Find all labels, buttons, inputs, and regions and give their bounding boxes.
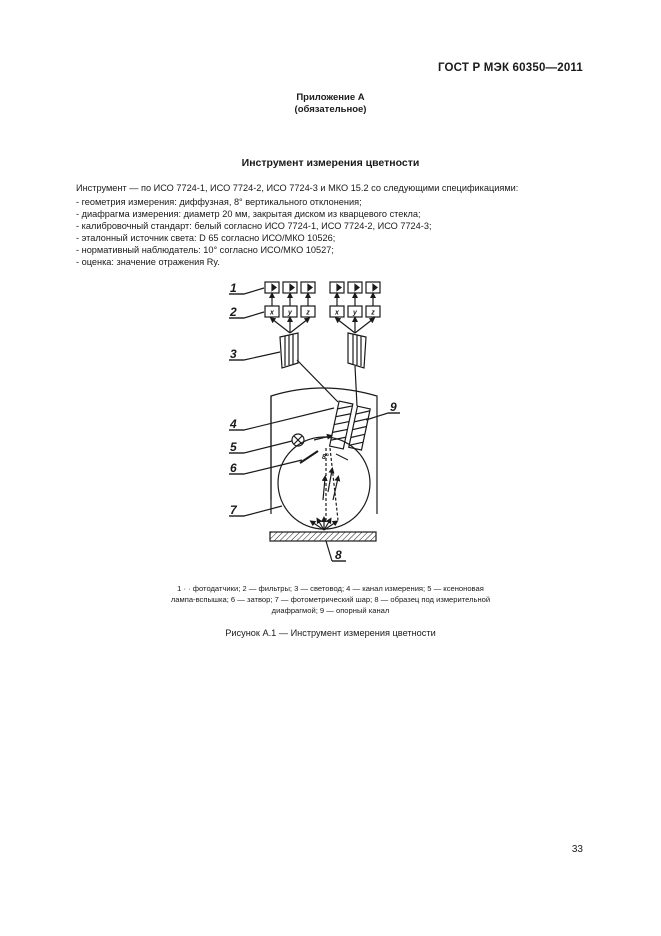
reference-channel <box>349 406 370 450</box>
light-guides <box>272 319 373 368</box>
spec-item: - нормативный наблюдатель: 10° согласно ИСО/МКО 10527; <box>76 244 432 256</box>
figure-legend <box>0 583 661 616</box>
standard-designation: ГОСТ Р МЭК 60350—2011 <box>437 62 583 74</box>
spec-item: - оценка: значение отражения Ry. <box>76 256 432 268</box>
annex-heading <box>0 92 661 116</box>
angle-label: 8° <box>322 454 329 461</box>
label-6: 6 <box>230 461 237 475</box>
section-title: Инструмент измерения цветности <box>241 157 420 169</box>
label-2: 2 <box>230 305 237 319</box>
intro-paragraph: Инструмент — по ИСО 7724-1, ИСО 7724-2, ИСО 7724-3 и МКО 15.2 со следующими спецификациями: <box>76 183 519 193</box>
sample <box>270 532 376 541</box>
spec-list <box>76 196 432 268</box>
label-7: 7 <box>230 503 237 517</box>
filters <box>265 295 380 317</box>
filter-y-label: y <box>353 309 357 317</box>
label-3: 3 <box>230 347 237 361</box>
label-8: 8 <box>335 548 342 562</box>
label-1: 1 <box>230 281 237 295</box>
spec-item: - эталонный источник света: D 65 согласно ИСО/МКО 10526; <box>76 232 432 244</box>
figure-title: Рисунок А.1 — Инструмент измерения цветности <box>225 628 436 638</box>
legend-line: 1 · · фотодатчики; 2 — фильтры; 3 — световод; 4 — канал измерения; 5 — ксеноновая <box>177 584 484 593</box>
spec-item: - калибровочный стандарт: белый согласно ИСО 7724-1, ИСО 7724-2, ИСО 7724-3; <box>76 220 432 232</box>
spec-item: - геометрия измерения: диффузная, 8° вертикального отклонения; <box>76 196 432 208</box>
legend-line: диафрагмой; 9 — опорный канал <box>271 606 390 615</box>
annex-title: Приложение А <box>296 92 365 103</box>
label-4: 4 <box>230 417 237 431</box>
filter-x-label: x <box>270 309 274 317</box>
label-leaders <box>229 288 400 561</box>
annex-subtitle: (обязательное) <box>294 104 367 115</box>
filter-z-label: z <box>306 309 310 317</box>
photodetectors <box>265 282 380 293</box>
xenon-lamp <box>292 434 330 446</box>
spec-item: - диафрагма измерения: диаметр 20 мм, закрытая диском из кварцевого стекла; <box>76 208 432 220</box>
label-5: 5 <box>230 440 237 454</box>
filter-y-label: y <box>288 309 292 317</box>
legend-line: лампа-вспышка; 6 — затвор; 7 — фотометрический шар; 8 — образец под измерительной <box>170 595 491 604</box>
shutter-ray <box>336 454 348 460</box>
instrument-diagram <box>222 276 397 562</box>
page-number: 33 <box>571 844 583 855</box>
filter-z-label: z <box>371 309 375 317</box>
filter-x-label: x <box>335 309 339 317</box>
label-9: 9 <box>390 400 397 414</box>
